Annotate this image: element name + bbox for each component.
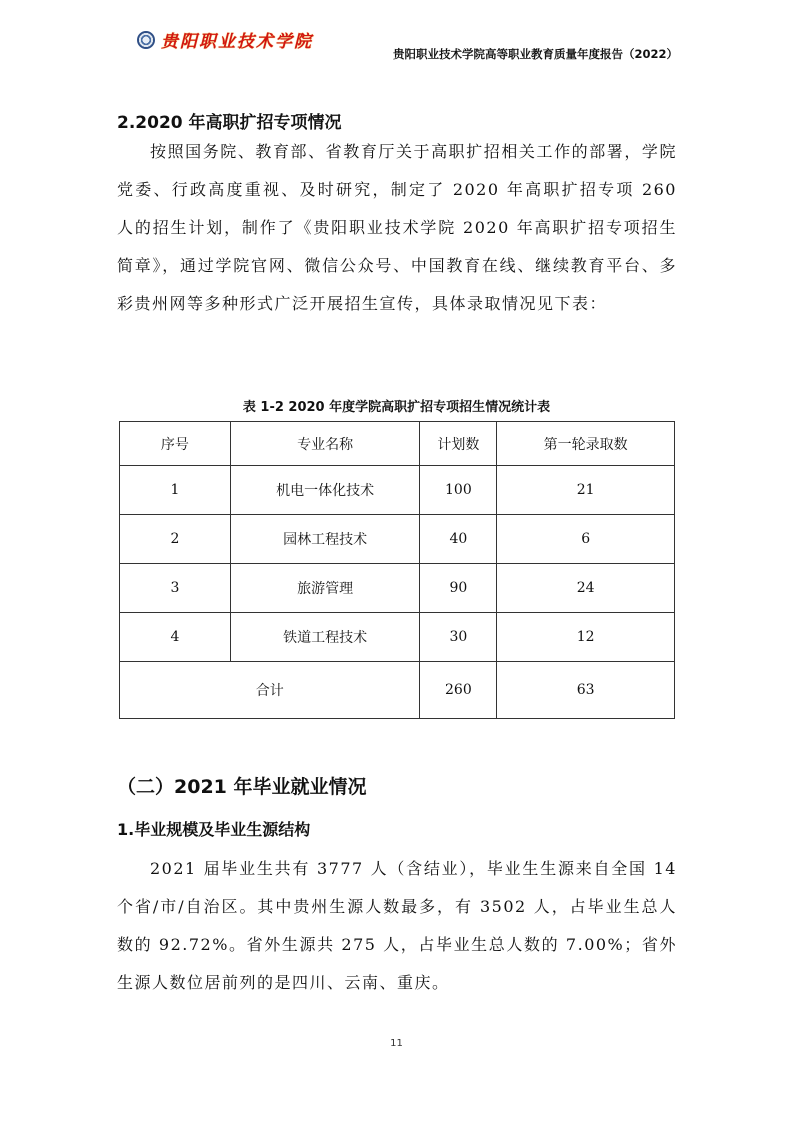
school-emblem-icon (137, 31, 155, 49)
logo-text: 贵阳职业技术学院 (161, 32, 313, 52)
cell-admitted: 24 (497, 564, 675, 613)
expansion-paragraph (117, 133, 677, 323)
cell-no: 3 (120, 564, 231, 613)
column-header-admitted: 第一轮录取数 (497, 422, 675, 466)
cell-plan: 40 (420, 515, 497, 564)
cell-no: 1 (120, 466, 231, 515)
cell-admitted: 6 (497, 515, 675, 564)
cell-admitted: 12 (497, 613, 675, 662)
expansion-paragraph-text: 按照国务院、教育部、省教育厅关于高职扩招相关工作的部署，学院党委、行政高度重视、及时研究，制定了 2020 年高职扩招专项 260 人的招生计划，制作了《贵阳职业技术学院 2020 年高职扩招专项招生简章》，通过学院官网、微信公众号、中国教育在线、继续教育平台、多彩贵州网等多种形式广泛开展招生宣传，具体录取情况见下表： (117, 142, 677, 313)
cell-major: 园林工程技术 (230, 515, 420, 564)
table-caption: 表 1-2 2020 年度学院高职扩招专项招生情况统计表 (242, 400, 551, 415)
column-header-plan: 计划数 (420, 422, 497, 466)
enrollment-table (119, 421, 675, 719)
section-heading-expansion: 2.2020 年高职扩招专项情况 (117, 113, 342, 133)
report-title: 贵阳职业技术学院高等职业教育质量年度报告（2022） (392, 47, 678, 61)
page-number: 11 (390, 1038, 403, 1049)
cell-admitted: 21 (497, 466, 675, 515)
cell-major: 铁道工程技术 (230, 613, 420, 662)
cell-no: 4 (120, 613, 231, 662)
cell-major: 旅游管理 (230, 564, 420, 613)
total-plan: 260 (420, 662, 497, 719)
total-admitted: 63 (497, 662, 675, 719)
cell-no: 2 (120, 515, 231, 564)
column-header-no: 序号 (120, 422, 231, 466)
cell-plan: 100 (420, 466, 497, 515)
employment-paragraph-text: 2021 届毕业生共有 3777 人（含结业），毕业生生源来自全国 14 个省/市/自治区。其中贵州生源人数最多，有 3502 人，占毕业生总人数的 92.72%。省外生源共 275 人，占毕业生总人数的 7.00%；省外生源人数位居前列的是四川、云南、重庆。 (117, 859, 677, 992)
table-row (120, 515, 675, 564)
total-label: 合计 (120, 662, 420, 719)
college-logo (137, 27, 313, 52)
cell-major: 机电一体化技术 (230, 466, 420, 515)
subheading-graduate-scale: 1.毕业规模及毕业生源结构 (117, 820, 311, 839)
section-heading-employment: （二）2021 年毕业就业情况 (117, 776, 367, 798)
employment-paragraph (117, 850, 677, 1002)
page-header (0, 0, 793, 80)
table-row (120, 466, 675, 515)
table-header-row (120, 422, 675, 466)
cell-plan: 30 (420, 613, 497, 662)
table-row (120, 613, 675, 662)
table-row (120, 564, 675, 613)
cell-plan: 90 (420, 564, 497, 613)
column-header-major: 专业名称 (230, 422, 420, 466)
table-total-row (120, 662, 675, 719)
